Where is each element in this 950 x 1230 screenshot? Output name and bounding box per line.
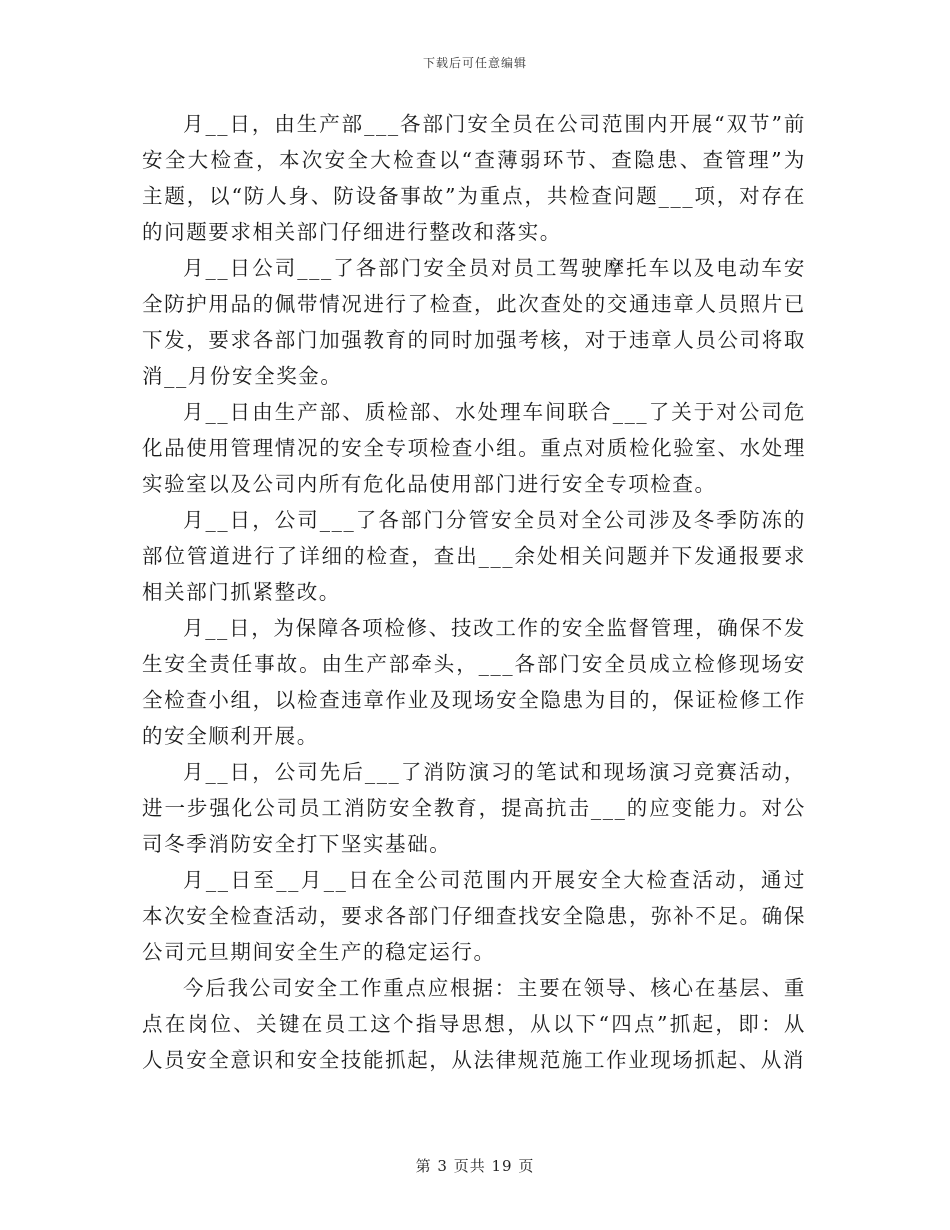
paragraph-8: 今后我公司安全工作重点应根据：主要在领导、核心在基层、重点在岗位、关键在员工这个指导思想，从以下“四点”抓起，即：从人员安全意识和安全技能抓起，从法律规范施工作业现场抓起、从消 (142, 976, 806, 1072)
paragraph-6: 月__日，公司先后___了消防演习的笔试和现场演习竞赛活动，进一步强化公司员工消防安全教育，提高抗击___的应变能力。对公司冬季消防安全打下坚实基础。 (142, 760, 806, 856)
document-body (142, 106, 806, 1078)
paragraph-4: 月__日，公司___了各部门分管安全员对全公司涉及冬季防冻的部位管道进行了详细的检查，查出___余处相关问题并下发通报要求相关部门抓紧整改。 (142, 508, 806, 604)
paragraph-3: 月__日由生产部、质检部、水处理车间联合___了关于对公司危化品使用管理情况的安全专项检查小组。重点对质检化验室、水处理实验室以及公司内所有危化品使用部门进行安全专项检查。 (142, 400, 806, 496)
paragraph-1: 月__日，由生产部___各部门安全员在公司范围内开展“双节”前安全大检查，本次安全大检查以“查薄弱环节、查隐患、查管理”为主题，以“防人身、防设备事故”为重点，共检查问题___项，对存在的问题要求相关部门仔细进行整改和落实。 (142, 112, 806, 244)
page-number: 第 3 页共 19 页 (415, 1157, 535, 1175)
page-header: 下载后可任意编辑 (422, 56, 527, 70)
paragraph-7: 月__日至__月__日在全公司范围内开展安全大检查活动，通过本次安全检查活动，要求各部门仔细查找安全隐患，弥补不足。确保公司元旦期间安全生产的稳定运行。 (142, 868, 806, 964)
paragraph-2: 月__日公司___了各部门安全员对员工驾驶摩托车以及电动车安全防护用品的佩带情况进行了检查，此次查处的交通违章人员照片已下发，要求各部门加强教育的同时加强考核，对于违章人员公司将取消__月份安全奖金。 (142, 256, 806, 388)
paragraph-5: 月__日，为保障各项检修、技改工作的安全监督管理，确保不发生安全责任事故。由生产部牵头，___各部门安全员成立检修现场安全检查小组，以检查违章作业及现场安全隐患为目的，保证检修工作的安全顺利开展。 (142, 616, 806, 748)
